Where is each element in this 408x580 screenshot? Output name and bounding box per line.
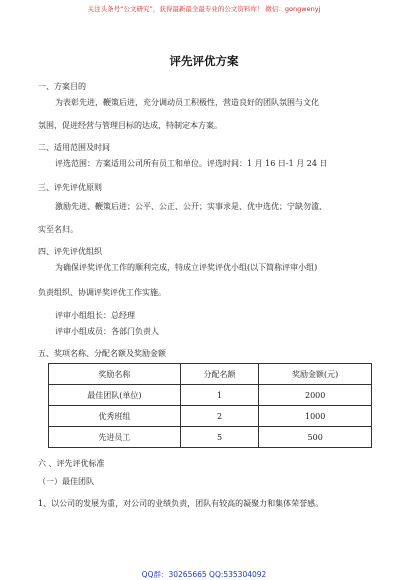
promo-banner: 关注头条号“公文研究”，获得最新最全最专业的公文资料库！ 微信：gongwenyj bbox=[87, 5, 321, 13]
table-cell: 2000 bbox=[259, 385, 372, 406]
paragraph-line: 评审小组组长：总经理 bbox=[55, 311, 135, 320]
table-header-cell: 奖励金额(元) bbox=[259, 364, 372, 385]
table-cell: 5 bbox=[180, 427, 259, 448]
paragraph-line: 为表彰先进，鞭策后进，充分调动员工积极性，营造良好的团队氛围与文化 bbox=[55, 98, 319, 107]
contact-footer: QQ群：30265665 QQ:535304092 bbox=[141, 570, 267, 579]
table-cell: 1 bbox=[180, 385, 259, 406]
paragraph-line: 氛围，促进经营与管理目标的达成，特制定本方案。 bbox=[38, 121, 222, 130]
table-cell: 先进员工 bbox=[49, 427, 181, 448]
section-heading-4: 四、评先评优组织 bbox=[38, 247, 102, 256]
table-cell: 500 bbox=[259, 427, 372, 448]
section-heading-3: 三、评先评优原则 bbox=[38, 183, 102, 192]
section-heading-1: 一、方案目的 bbox=[38, 82, 86, 91]
paragraph-line: 评选范围：方案适用公司所有员工和单位。评选时间：1 月 16 日-1 月 24 日 bbox=[55, 159, 328, 168]
section-heading-6: 六 、评先评优标准 bbox=[38, 459, 105, 468]
table-cell: 优秀班组 bbox=[49, 406, 181, 427]
table-cell: 最佳团队(单位) bbox=[49, 385, 181, 406]
paragraph-line: 1、以公司的发展为重，对公司的业绩负责，团队有较高的凝聚力和集体荣誉感。 bbox=[38, 499, 324, 508]
table-cell: 2 bbox=[180, 406, 259, 427]
paragraph-line: 为确保评奖评优工作的顺利完成，特成立评奖评优小组(以下简称评审小组) bbox=[55, 263, 318, 272]
table-header-cell: 奖励名称 bbox=[49, 364, 181, 385]
table-header-row bbox=[49, 364, 372, 385]
awards-table bbox=[48, 363, 372, 448]
paragraph-line: 激励先进、鞭策后进；公平、公正、公开；实事求是、优中选优；宁缺勿滥、 bbox=[55, 202, 327, 211]
document-title: 评先评优方案 bbox=[169, 54, 239, 68]
section-heading-5: 五、奖项名称、分配名额及奖励金额 bbox=[38, 349, 166, 358]
table-row bbox=[49, 385, 372, 406]
table-row bbox=[49, 406, 372, 427]
table-cell: 1000 bbox=[259, 406, 372, 427]
paragraph-line: 实至名归。 bbox=[38, 225, 78, 234]
paragraph-line: 负责组织、协调评奖评优工作实施。 bbox=[38, 288, 166, 297]
subsection-heading: （一）最佳团队 bbox=[38, 477, 94, 486]
section-heading-2: 二、适用范围及时间 bbox=[38, 143, 110, 152]
table-header-cell: 分配名额 bbox=[180, 364, 259, 385]
paragraph-line: 评审小组成员：各部门负责人 bbox=[55, 327, 159, 336]
table-row bbox=[49, 427, 372, 448]
